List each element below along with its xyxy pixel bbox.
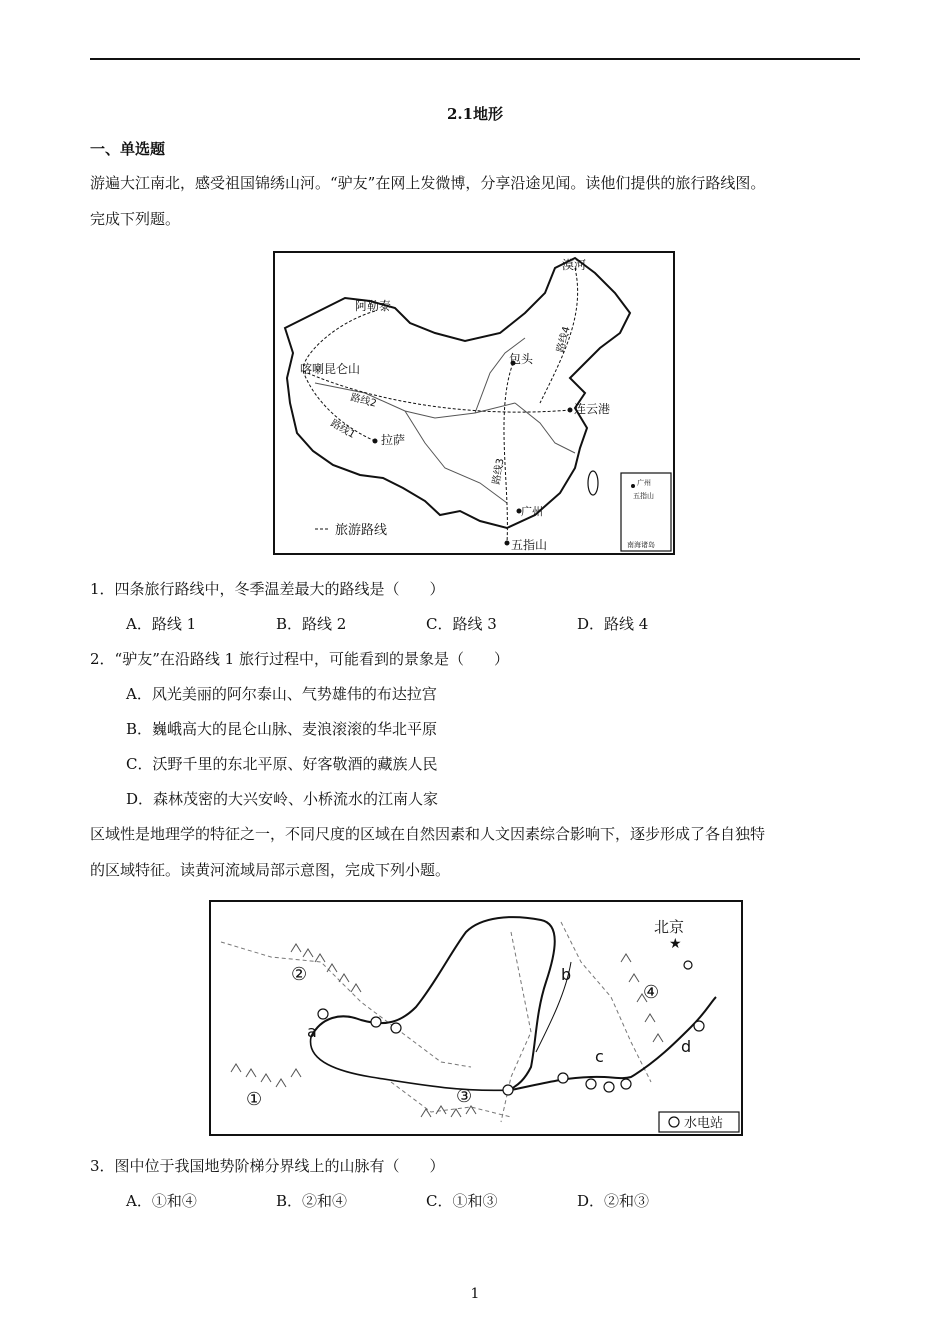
lasa-dot <box>373 439 378 444</box>
intro2-line1: 区域性是地理学的特征之一，不同尺度的区域在自然因素和人文因素综合影响下，逐步形成了各自独特 <box>90 825 766 843</box>
page-number: 1 <box>470 1286 480 1302</box>
q1-option-c[interactable]: C．路线 3 <box>426 615 497 633</box>
province-line <box>315 383 515 418</box>
q3-option-b[interactable]: B．②和④ <box>276 1192 348 1210</box>
route2-path <box>303 371 570 412</box>
china-outline <box>285 258 630 528</box>
hydro-station-icon <box>391 1023 401 1033</box>
label-b: b <box>561 965 572 984</box>
label-m1: ① <box>246 1089 263 1110</box>
label-guangzhou: 广州 <box>521 505 543 518</box>
route3-path <box>504 363 513 543</box>
q1-option-a[interactable]: A．路线 1 <box>126 615 197 633</box>
q3-option-d[interactable]: D．②和③ <box>577 1192 650 1210</box>
page-title: 2.1地形 <box>446 105 504 123</box>
label-mohe: 漠河 <box>562 258 587 272</box>
hydro-station-icon <box>371 1017 381 1027</box>
hydro-station-icon <box>558 1073 568 1083</box>
q1-option-b[interactable]: B．路线 2 <box>276 615 347 633</box>
route-path <box>303 311 375 368</box>
legend-route-label: 旅游路线 <box>335 523 388 538</box>
wuzhishan-dot <box>505 541 510 546</box>
label-route3: 路线3 <box>491 457 507 486</box>
legend-hydro-icon <box>669 1117 679 1127</box>
label-lianyungang: 连云港 <box>574 402 611 416</box>
q2-option-b[interactable]: B．巍峨高大的昆仑山脉、麦浪滚滚的华北平原 <box>126 720 438 738</box>
city-circle <box>684 961 692 969</box>
hydro-station-icon <box>621 1079 631 1089</box>
hydro-station-icon <box>503 1085 513 1095</box>
yellow-river-branch <box>311 1037 511 1090</box>
china-route-map <box>273 251 675 555</box>
q3-option-a[interactable]: A．①和④ <box>126 1192 197 1210</box>
boundary-line <box>391 1082 511 1117</box>
province-line <box>515 403 575 453</box>
hydro-station-icon <box>604 1082 614 1092</box>
taiwan-outline <box>588 471 598 495</box>
label-lasa: 拉萨 <box>381 433 406 447</box>
intro1-line1: 游遍大江南北，感受祖国锦绣山河。“驴友”在网上发微博，分享沿途见闻。读他们提供的旅行路线图。 <box>90 174 766 192</box>
q2-option-c[interactable]: C．沃野千里的东北平原、好客敬酒的藏族人民 <box>126 755 438 773</box>
china-route-map-svg <box>275 253 673 553</box>
label-kalakunlun: 喀喇昆仑山 <box>300 362 361 376</box>
q2-option-d[interactable]: D．森林茂密的大兴安岭、小桥流水的江南人家 <box>126 790 439 808</box>
label-a: a <box>307 1022 317 1041</box>
hydro-station-icon <box>694 1021 704 1031</box>
section-heading: 一、单选题 <box>90 140 166 158</box>
q2-stem: 2．“驴友”在沿路线 1 旅行过程中，可能看到的景象是（ ） <box>90 650 509 668</box>
label-beijing: 北京 <box>654 918 685 936</box>
intro1-line2: 完成下列题。 <box>90 210 181 228</box>
label-aletai: 阿勒泰 <box>355 299 392 313</box>
header-rule <box>90 58 860 60</box>
inset-guangzhou-label: 广州 <box>637 479 651 487</box>
label-d: d <box>681 1037 692 1056</box>
lianyungang-dot <box>568 408 573 413</box>
beijing-star-icon: ★ <box>669 936 682 952</box>
label-route4: 路线4 <box>555 325 573 354</box>
boundary-line <box>221 942 471 1067</box>
yellow-river-map <box>209 900 743 1136</box>
yellow-river-map-svg <box>211 902 741 1134</box>
intro2-line2: 的区域特征。读黄河流域局部示意图，完成下列小题。 <box>90 861 451 879</box>
label-baotou: 包头 <box>509 352 534 366</box>
legend-hydro-label: 水电站 <box>684 1116 724 1131</box>
q1-option-d[interactable]: D．路线 4 <box>577 615 649 633</box>
inset-guangzhou-dot <box>631 484 635 488</box>
label-wuzhishan: 五指山 <box>511 538 548 552</box>
label-route1: 路线1 <box>328 418 357 441</box>
q1-stem: 1．四条旅行路线中，冬季温差最大的路线是（ ） <box>90 580 445 598</box>
inset-wuzhishan-label: 五指山 <box>633 492 654 500</box>
q3-option-c[interactable]: C．①和③ <box>426 1192 498 1210</box>
q3-stem: 3．图中位于我国地势阶梯分界线上的山脉有（ ） <box>90 1157 445 1175</box>
label-m4: ④ <box>643 982 660 1003</box>
label-c: c <box>595 1047 604 1066</box>
province-line <box>405 411 507 503</box>
hydro-station-icon <box>586 1079 596 1089</box>
hydro-station-icon <box>318 1009 328 1019</box>
inset-sea-label: 南海诸岛 <box>627 541 655 549</box>
province-line <box>475 338 525 413</box>
q2-option-a[interactable]: A．风光美丽的阿尔泰山、气势雄伟的布达拉宫 <box>126 685 437 703</box>
label-m3: ③ <box>456 1086 473 1107</box>
label-route2: 路线2 <box>349 392 378 410</box>
yellow-river <box>311 917 716 1090</box>
label-m2: ② <box>291 964 308 985</box>
